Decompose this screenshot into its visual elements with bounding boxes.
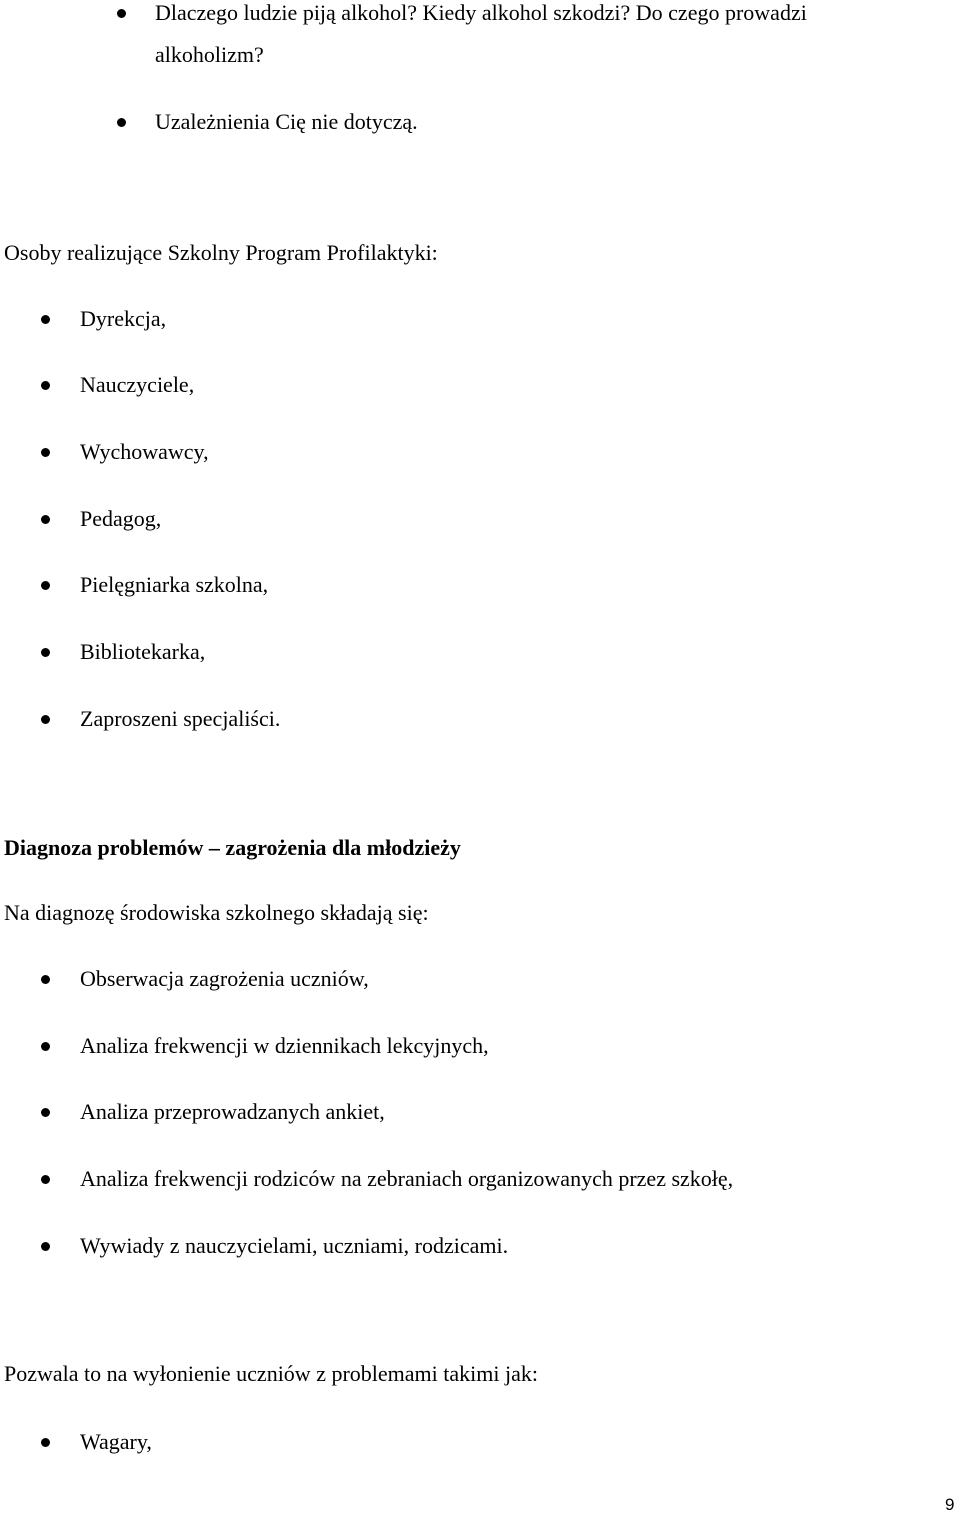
bullet-icon xyxy=(41,975,50,984)
list-item: Analiza przeprowadzanych ankiet, xyxy=(80,1099,385,1124)
list-item: Analiza frekwencji rodziców na zebraniach organizowanych przez szkołę, xyxy=(80,1166,734,1191)
bullet-icon xyxy=(41,581,50,590)
bullet-icon xyxy=(41,315,50,324)
bullet-icon xyxy=(41,1438,50,1447)
section-title: Osoby realizujące Szkolny Program Profilaktyki: xyxy=(4,240,438,265)
list-item: Pielęgniarka szkolna, xyxy=(80,572,269,597)
list-item: Analiza frekwencji w dziennikach lekcyjnych, xyxy=(80,1033,489,1058)
list-item: Dlaczego ludzie piją alkohol? Kiedy alkohol szkodzi? Do czego prowadzi xyxy=(155,0,807,25)
page-number: 9 xyxy=(945,1495,955,1514)
list-item: Wagary, xyxy=(80,1429,152,1454)
bullet-icon xyxy=(117,118,126,127)
bullet-icon xyxy=(41,448,50,457)
bullet-icon xyxy=(41,1242,50,1251)
list-item: Wychowawcy, xyxy=(80,439,209,464)
list-item: Uzależnienia Cię nie dotyczą. xyxy=(155,109,418,134)
list-item: Pedagog, xyxy=(80,506,162,531)
list-item: Zaproszeni specjaliści. xyxy=(80,706,281,731)
section-intro: Pozwala to na wyłonienie uczniów z problemami takimi jak: xyxy=(4,1361,538,1386)
list-item: Wywiady z nauczycielami, uczniami, rodzicami. xyxy=(80,1233,509,1258)
bullet-icon xyxy=(41,1042,50,1051)
section-heading: Diagnoza problemów – zagrożenia dla młodzieży xyxy=(4,835,461,860)
bullet-icon xyxy=(41,1108,50,1117)
bullet-icon xyxy=(41,715,50,724)
list-item: Dyrekcja, xyxy=(80,306,167,331)
bullet-icon xyxy=(41,1175,50,1184)
list-item: Bibliotekarka, xyxy=(80,639,206,664)
bullet-icon xyxy=(41,381,50,390)
section-intro: Na diagnozę środowiska szkolnego składają się: xyxy=(4,900,429,925)
list-item: Nauczyciele, xyxy=(80,372,195,397)
list-item: Obserwacja zagrożenia uczniów, xyxy=(80,966,369,991)
list-item-continuation: alkoholizm? xyxy=(155,42,264,67)
bullet-icon xyxy=(41,515,50,524)
bullet-icon xyxy=(117,9,126,18)
bullet-icon xyxy=(41,648,50,657)
